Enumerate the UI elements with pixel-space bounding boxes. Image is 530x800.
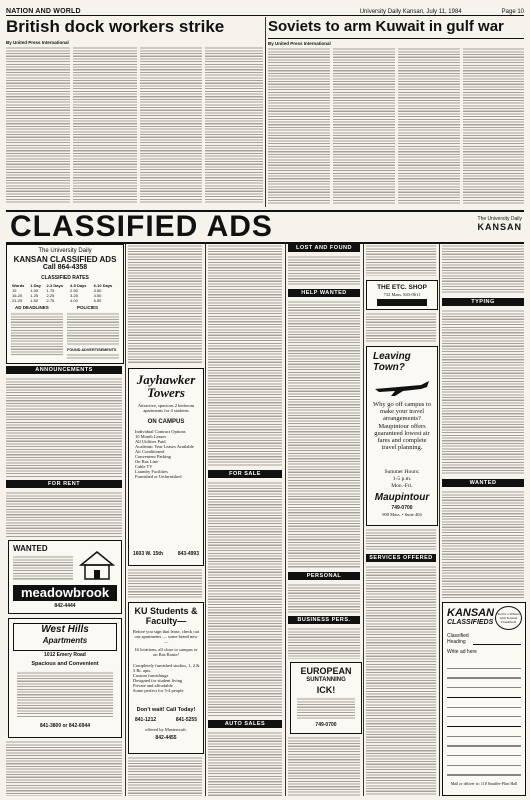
story-column [205,46,263,204]
story-column [463,47,524,204]
classifieds-brand [477,216,522,232]
ku-ad-body1: Before you sign that lease, check out our apartments — some brand new — [132,629,200,644]
feature-item: Individual Contract Options [135,429,186,434]
help-wanted-text [288,300,360,568]
rates-cell: 2.25 [46,293,55,298]
rates-cell: 5.50 [93,298,102,303]
page-number: Page 10 [501,9,524,15]
west-hills-address: 1012 Emery Road [44,652,86,658]
story-column [268,47,330,204]
jayhawker-blurb: Attractive, spacious 2 bedroom apartments for 4 students [137,403,195,413]
ku-ad-title: KU Students & Faculty— [134,606,198,626]
story-byline: By United Press International [6,40,69,45]
rates-box [6,244,124,364]
rates-cell: 3.50 [93,288,102,293]
policies-text [67,312,119,346]
rates-col: 1 Day [30,283,42,288]
rates-cell: 2.75 [46,298,55,303]
ku-ad-phone3: 842-4455 [155,735,177,741]
leaving-days: Mon.-Fri. [391,483,413,489]
ad-west-hills [8,618,122,738]
classified-text [366,528,436,550]
leaving-title1: Leaving [373,351,411,362]
personal-text [288,583,360,613]
for-rent-text [6,491,122,537]
lost-found-text [288,255,360,285]
rates-cell: 1.75 [46,288,55,293]
european-title: EUROPEAN [300,666,352,676]
jayhawker-address: 1603 W. 15th [133,551,164,557]
heading-line [473,644,521,645]
form-title: KANSAN [447,607,495,619]
meadowbrook-brand: meadowbrook [13,585,117,601]
business-pers-text [288,627,360,659]
classifieds-pub: The University Daily [477,216,522,222]
column-rule [363,244,364,796]
feature-item: 10 Month Leases [135,434,166,439]
rates-cell: 1.00 [30,288,39,293]
rates-label: CLASSIFIED RATES [41,275,89,281]
wanted-text [442,490,524,598]
form-write-label: Write ad here [447,649,477,655]
leaving-address: 900 Mass. • Suite 404 [382,512,422,517]
rates-cell: 4.50 [93,293,102,298]
section-auto-sales: AUTO SALES [208,720,282,728]
meadowbrook-wanted: WANTED [13,544,48,553]
section-for-rent: FOR RENT [6,480,122,488]
meadowbrook-text [13,555,73,581]
leaving-hours-label: Summer Hours: [384,469,420,475]
rates-cell: 4.00 [70,298,78,303]
winner-bubble: You're a Winner with Kansan Classifieds [495,606,522,630]
form-title2: CLASSIFIEDS [447,619,494,626]
section-business-pers: BUSINESS PERS. [288,616,360,624]
headline-rule [268,38,524,39]
rates-box-phone: Call 864-4358 [42,264,88,271]
classified-text [442,244,524,294]
west-hills-logo [13,623,117,651]
feature-item: Designed for student living [133,678,183,683]
feature-item: Academic Year Leases Available [135,444,194,449]
feature-item: All Utilities Paid [135,439,166,444]
feature-item: Private and affordable [133,683,173,688]
rates-cell: 21-25 [12,298,23,303]
form-heading-label: Heading [447,639,466,645]
classified-text [366,244,436,276]
form-mail-text: Mail or deliver to: 118 Stauffer-Flint Hall [450,781,518,786]
leaving-phone: 749-0700 [391,505,413,511]
form-classified-label: Classified [447,633,469,639]
services-text [366,565,436,796]
story-column [398,47,460,204]
found-text [67,353,119,359]
ku-ad-body2: 16 locations, all close to campus or on Bus Route! [134,647,198,657]
section-lost-found: LOST AND FOUND [288,244,360,252]
classified-text [128,756,202,796]
rates-box-title: KANSAN CLASSIFIED ADS [13,255,117,264]
etc-shop-address: 732 Mass. 843-0611 [383,292,421,297]
european-phone: 749-0700 [315,722,337,728]
west-hills-apts: Apartments [42,636,88,645]
found-label: FOUND ADVERTISEMENTS [67,348,117,352]
etc-shop-name: THE ETC. SHOP [377,284,427,291]
deadlines-text [11,312,63,356]
leaving-title2: Town? [373,362,405,373]
classifieds-brand-name: KANSAN [477,222,522,232]
leaving-brand: Maupintour [374,492,430,503]
column-rule [285,244,286,796]
european-line1: SUNTANNING [306,677,346,683]
rates-table [11,283,119,303]
leaving-hours: 1-5 p.m. [392,476,412,482]
ad-meadowbrook [8,540,122,614]
story-column [6,46,70,204]
rates-cell: 2.50 [70,288,78,293]
ku-ad-phone1: 841-1212 [135,717,157,723]
story-column [73,46,137,204]
ad-european-suntanning [290,662,362,734]
column-rule [125,244,126,796]
story-column [333,47,395,204]
feature-item: Laundry Facilities [135,469,168,474]
ad-leaving-town [366,346,438,526]
classified-text [288,736,360,796]
for-sale-text [208,481,282,717]
european-text [297,697,355,719]
rates-col: 2-3 Days [46,283,63,288]
rates-cell: 16-20 [12,293,23,298]
west-hills-name: West Hills [41,624,89,635]
story-column [140,46,202,204]
etc-shop-logo [377,299,427,306]
jayhawker-towers: Towers [147,385,185,400]
feature-item: Some perfect for 3-4 people [133,688,184,693]
west-hills-text [17,671,113,717]
section-services-offered: SERVICES OFFERED [366,554,436,562]
classified-text [366,312,436,342]
feature-item: Convenient Parking [135,454,171,459]
policies-label: POLICIES [77,305,99,310]
european-line2: ICK! [316,685,336,695]
ku-ad-phone2: 841-5255 [175,717,197,723]
house-icon [79,549,115,581]
ad-order-form [442,602,526,796]
section-for-sale: FOR SALE [208,470,282,478]
section-personal: PERSONAL [288,572,360,580]
rates-col: Words [12,283,25,288]
section-announcements: ANNOUNCEMENTS [6,366,122,374]
classifieds-banner [6,210,524,244]
ku-ad-features [133,663,201,693]
column-rule [265,17,266,207]
section-typing: TYPING [442,298,524,306]
ad-ku-students [128,602,204,754]
rates-cell: 15 [12,288,17,293]
ad-jayhawker-towers [128,368,204,566]
leaving-body: Why go off campus to make your travel arrangements? Maupintour offers guaranteed lowest air fares and complete travel planning. [372,401,431,452]
rates-col: 6-10 Days [93,283,113,288]
jayhawker-features [135,429,201,479]
feature-item: Cable TV [135,464,153,469]
jayhawker-name: Jayhawker [136,372,196,387]
jayhawker-phone: 843-4993 [177,551,199,557]
rates-box-pub: The University Daily [38,248,92,254]
west-hills-tagline: Spacious and Convenient [31,661,99,667]
column-rule [439,244,440,796]
classified-text [208,244,282,466]
ku-ad-offered: offered by Mastercraft: [145,727,187,732]
story-byline: By United Press International [268,41,331,46]
section-help-wanted: HELP WANTED [288,289,360,297]
story-headline-dock-strike: British dock workers strike [6,17,225,36]
page-header [6,3,524,16]
feature-item: Furnished or Unfurnished [135,474,182,479]
paper-dateline: University Daily Kansan, July 11, 1984 [359,9,462,15]
rates-cell: 3.25 [70,293,78,298]
auto-sales-text [208,731,282,796]
section-wanted: WANTED [442,479,524,487]
write-ad-lines[interactable] [447,659,521,777]
classifieds-title: CLASSIFIED ADS [10,210,273,243]
meadowbrook-phone: 842-4444 [54,603,76,609]
ad-deadlines-label: AD DEADLINES [15,305,49,310]
announcements-text [6,377,122,477]
rates-cell: 1.50 [30,298,39,303]
classified-text [128,568,202,598]
column-rule [205,244,206,796]
story-headline-kuwait: Soviets to arm Kuwait in gulf war [268,18,504,35]
for-rent-text-2 [6,740,122,796]
rates-cell: 1.25 [30,293,39,298]
feature-item: Air Conditioned [135,449,165,454]
classified-text [128,244,202,364]
ad-etc-shop [366,280,438,310]
typing-text [442,309,524,475]
west-hills-phone: 841-3800 or 842-6944 [39,723,91,729]
section-label: NATION AND WORLD [6,8,81,15]
jayhawker-campus: ON CAMPUS [147,419,185,425]
feature-item: On Bus Line [135,459,158,464]
ku-ad-cta: Don't wait! Call Today! [136,707,196,713]
rates-col: 4-5 Days [70,283,87,288]
feature-item: Completely furnished studios, 1, 2 & 3 Br. apts. [133,663,200,673]
feature-item: Custom furnishings [133,673,169,678]
airplane-icon [373,375,431,397]
